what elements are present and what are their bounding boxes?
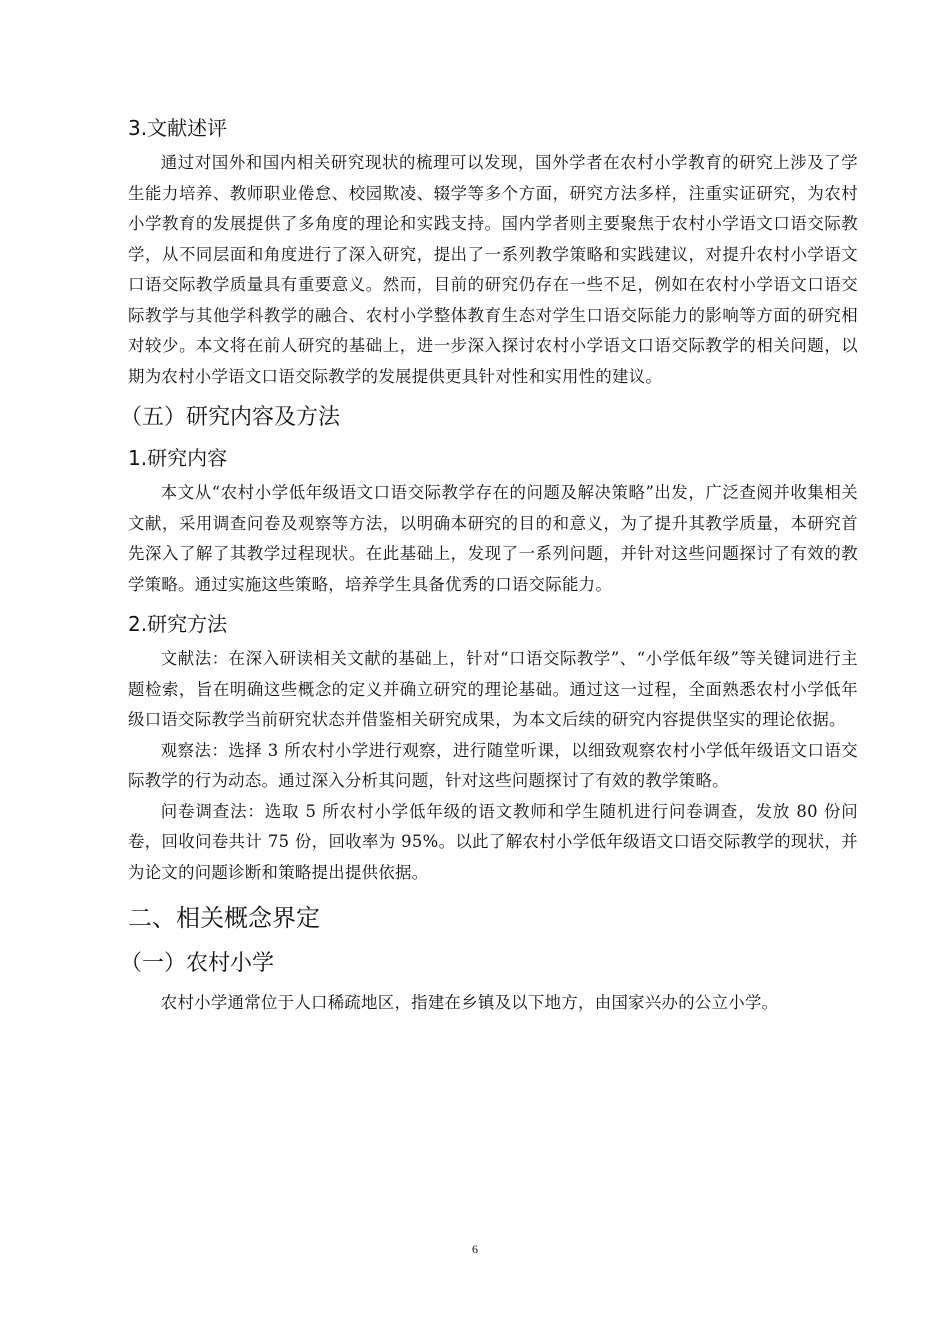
rural-school-paragraph: 农村小学通常位于人口稀疏地区，指建在乡镇及以下地方，由国家兴办的公立小学。	[160, 993, 779, 1012]
questionnaire-method-paragraph: 问卷调查法：选取 5 所农村小学低年级的语文教师和学生随机进行问卷调查，发放 80 份问卷，回收问卷共计 75 份，回收率为 95%。以此了解农村小学低年级语文口语交际教学的现状，并为论文的问题诊断和策略提出提供依据。	[128, 801, 858, 882]
research-methods-heading: 2.研究方法	[128, 612, 228, 636]
literature-method-paragraph: 文献法：在深入研读相关文献的基础上，针对“口语交际教学”、“小学低年级”等关键词进行主题检索，旨在明确这些概念的定义并确立研究的理论基础。通过这一过程，全面熟悉农村小学低年级口语交际教学当前研究状态并借鉴相关研究成果，为本文后续的研究内容提供坚实的理论依据。	[128, 649, 858, 729]
page-content	[120, 112, 858, 1019]
research-content-heading: 1.研究内容	[128, 446, 228, 470]
chapter-two-heading: 二、相关概念界定	[128, 904, 320, 932]
page-number: 6	[472, 1242, 478, 1256]
rural-school-heading: （一）农村小学	[120, 951, 275, 976]
research-content-paragraph: 本文从“农村小学低年级语文口语交际教学存在的问题及解决策略”出发，广泛查阅并收集相关文献，采用调查问卷及观察等方法，以明确本研究的目的和意义，为了提升其教学质量，本研究首先深入了解了其教学过程现状。在此基础上，发现了一系列问题，并针对这些问题探讨了有效的教学策略。通过实施这些策略，培养学生具备优秀的口语交际能力。	[128, 483, 858, 594]
literature-review-heading: 3.文献述评	[128, 116, 228, 140]
observation-method-paragraph: 观察法：选择 3 所农村小学进行观察，进行随堂听课，以细致观察农村小学低年级语文口语交际教学的行为动态。通过深入分析其问题，针对这些问题探讨了有效的教学策略。	[128, 740, 858, 790]
literature-review-paragraph: 通过对国外和国内相关研究现状的梳理可以发现，国外学者在农村小学教育的研究上涉及了学生能力培养、教师职业倦怠、校园欺凌、辍学等多个方面，研究方法多样，注重实证研究，为农村小学教育的发展提供了多角度的理论和实践支持。国内学者则主要聚焦于农村小学语文口语交际教学，从不同层面和角度进行了深入研究，提出了一系列教学策略和实践建议，对提升农村小学语文口语交际教学质量具有重要意义。然而，目前的研究仍存在一些不足，例如在农村小学语文口语交际教学与其他学科教学的融合、农村小学整体教育生态对学生口语交际能力的影响等方面的研究相对较少。本文将在前人研究的基础上，进一步深入探讨农村小学语文口语交际教学的相关问题，以期为农村小学语文口语交际教学的发展提供更具针对性和实用性的建议。	[128, 153, 858, 386]
research-content-methods-heading: （五）研究内容及方法	[120, 405, 341, 430]
